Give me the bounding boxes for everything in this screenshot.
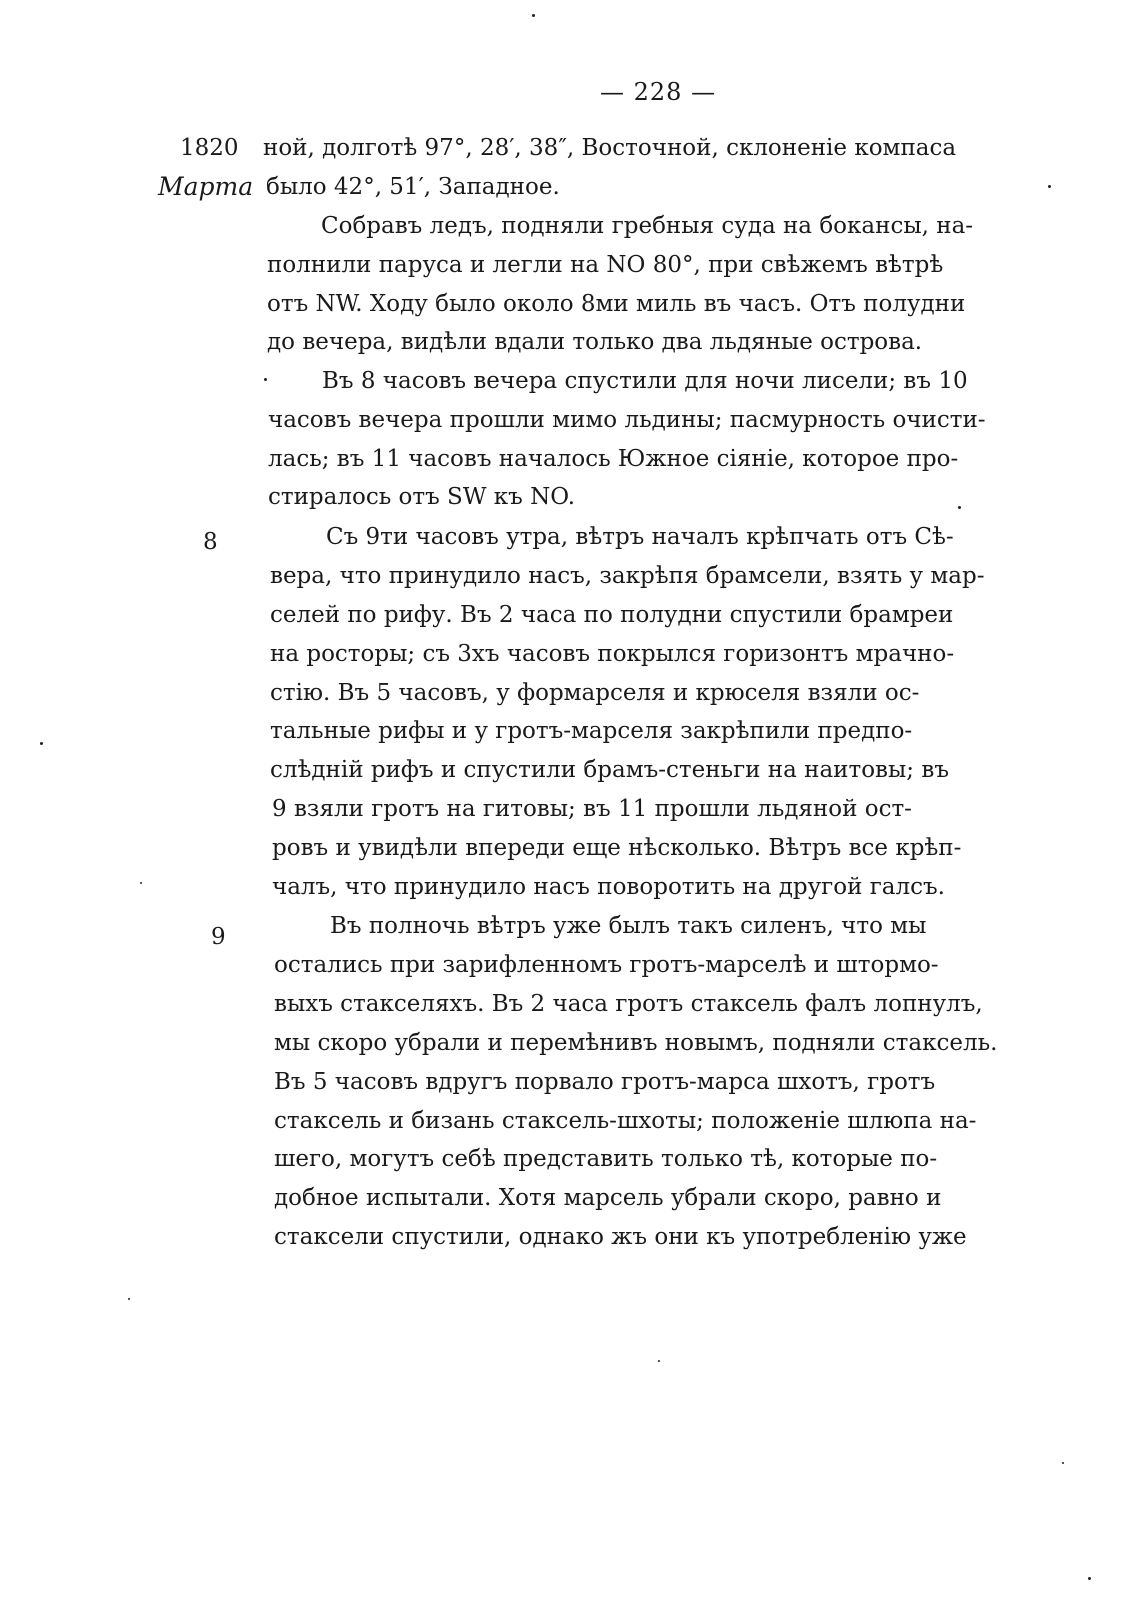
text-line: слѣдній рифъ и спустили брамъ-стеньги на наитовы; въ (270, 757, 949, 783)
margin-day-8: 8 (203, 529, 218, 555)
text-line: отъ NW. Ходу было около 8ми миль въ часъ. Отъ полудни (267, 291, 966, 317)
text-line: чалъ, что принудило насъ поворотить на другой галсъ. (272, 874, 945, 900)
text-line: ровъ и увидѣли впереди еще нѣсколько. Вѣтръ все крѣп- (272, 835, 962, 861)
margin-year: 1820 (180, 135, 239, 161)
text-line: было 42°, 51′, Западное. (266, 174, 560, 200)
scan-speck (40, 742, 43, 745)
text-line: тальные рифы и у гротъ-марселя закрѣпили предпо- (270, 718, 913, 744)
scan-speck (128, 1298, 130, 1300)
text-line: стаксель и бизань стаксель-шхоты; положеніе шлюпа на- (274, 1108, 977, 1134)
margin-day-9: 9 (211, 924, 226, 950)
scan-speck (1048, 185, 1051, 188)
scan-speck (1062, 1462, 1064, 1464)
text-line: до вечера, видѣли вдали только два льдяные острова. (267, 329, 923, 355)
text-line: часовъ вечера прошли мимо льдины; пасмурность очисти- (268, 407, 986, 433)
text-line: остались при зарифленномъ гротъ-марселѣ и штормо- (274, 952, 939, 978)
scan-speck (532, 14, 535, 17)
text-line: ной, долготѣ 97°, 28′, 38″, Восточной, склоненіе компаса (263, 135, 957, 161)
text-line: добное испытали. Хотя марсель убрали скоро, равно и (274, 1185, 942, 1211)
text-line: Въ 8 часовъ вечера спустили для ночи лисели; въ 10 (322, 368, 968, 394)
text-line: селей по рифу. Въ 2 часа по полудни спустили брамреи (270, 602, 954, 628)
text-line: вера, что принудило насъ, закрѣпя брамсели, взять у мар- (270, 563, 985, 589)
scan-speck (140, 882, 142, 884)
scan-speck (958, 506, 961, 509)
text-line: мы скоро убрали и перемѣнивъ новымъ, подняли стаксель. (274, 1030, 998, 1056)
scan-speck (1088, 1577, 1091, 1580)
text-line: выхъ стакселяхъ. Въ 2 часа гротъ стаксель фалъ лопнулъ, (274, 991, 983, 1017)
text-line: на росторы; съ 3хъ часовъ покрылся горизонтъ мрачно- (270, 641, 955, 667)
page-number: — 228 — (600, 78, 717, 106)
text-line: стію. Въ 5 часовъ, у формарселя и крюселя взяли ос- (270, 680, 920, 706)
text-line: Въ 5 часовъ вдругъ порвало гротъ-марса шхотъ, гротъ (274, 1069, 936, 1095)
text-line: стиралось отъ SW къ NO. (268, 484, 576, 510)
text-line: шего, могутъ себѣ представить только тѣ, которые по- (274, 1146, 938, 1172)
text-line: 9 взяли гротъ на гитовы; въ 11 прошли льдяной ост- (272, 796, 912, 822)
text-line: стаксели спустили, однако жъ они къ употребленію уже (274, 1224, 967, 1250)
scan-speck (264, 378, 267, 381)
text-line: Собравъ ледъ, подняли гребныя суда на бокансы, на- (321, 213, 974, 239)
scan-speck (658, 1360, 660, 1362)
text-line: Съ 9ти часовъ утра, вѣтръ началъ крѣпчать отъ Сѣ- (326, 524, 954, 550)
text-line: лась; въ 11 часовъ началось Южное сіяніе, которое про- (268, 446, 959, 472)
text-line: Въ полночь вѣтръ уже былъ такъ силенъ, что мы (330, 913, 927, 939)
text-line: полнили паруса и легли на NO 80°, при свѣжемъ вѣтрѣ (267, 252, 944, 278)
margin-month: Марта (158, 172, 254, 201)
